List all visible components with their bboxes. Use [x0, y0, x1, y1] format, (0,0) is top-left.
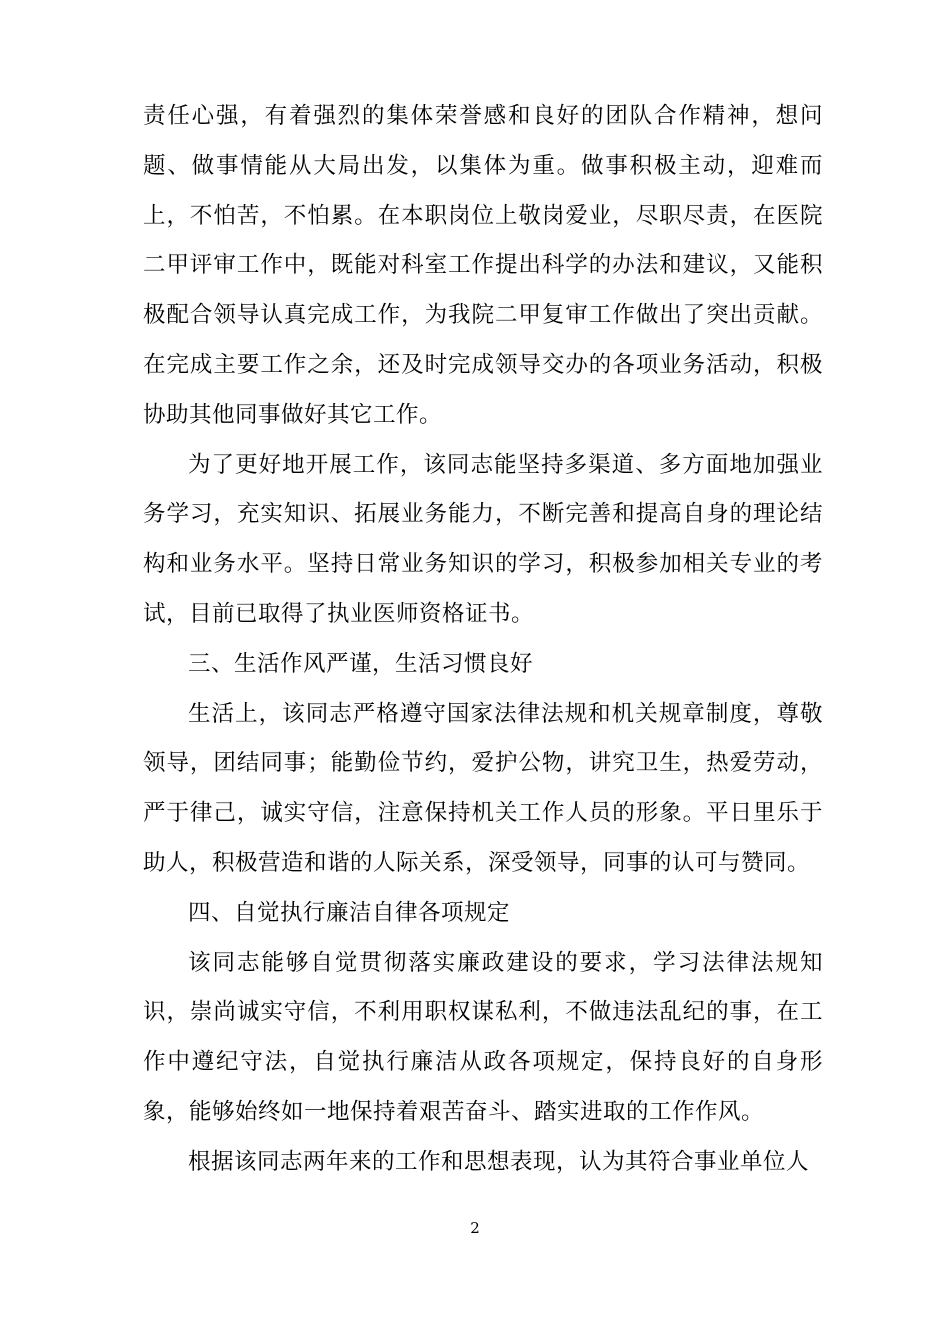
- paragraph-conclusion: 根据该同志两年来的工作和思想表现，认为其符合事业单位人: [188, 1148, 810, 1175]
- paragraph-integrity: 该同志能够自觉贯彻落实廉政建设的要求，学习法律法规知识，崇尚诚实守信，不利用职权谋私利，不做违法乱纪的事，在工作中遵纪守法，自觉执行廉洁从政各项规定，保持良好的自身形象，能够始终如一地保持着艰苦奋斗、踏实进取的工作作风。: [143, 949, 823, 1125]
- section-heading-integrity: 四、自觉执行廉洁自律各项规定: [188, 899, 511, 926]
- paragraph-continuation: 责任心强，有着强烈的集体荣誉感和良好的团队合作精神，想问题、做事情能从大局出发，以集体为重。做事积极主动，迎难而上，不怕苦，不怕累。在本职岗位上敬岗爱业，尽职尽责，在医院二甲评审工作中，既能对科室工作提出科学的办法和建议，又能积极配合领导认真完成工作，为我院二甲复审工作做出了突出贡献。在完成主要工作之余，还及时完成领导交办的各项业务活动，积极协助其他同事做好其它工作。: [143, 103, 823, 428]
- page-number: 2: [470, 1219, 480, 1237]
- paragraph-study: 为了更好地开展工作，该同志能坚持多渠道、多方面地加强业务学习，充实知识、拓展业务能力，不断完善和提高自身的理论结构和业务水平。坚持日常业务知识的学习，积极参加相关专业的考试，目前已取得了执业医师资格证书。: [143, 451, 823, 627]
- document-body: [143, 92, 823, 1188]
- paragraph-lifestyle: 生活上，该同志严格遵守国家法律法规和机关规章制度，尊敬领导，团结同事；能勤俭节约，爱护公物，讲究卫生，热爱劳动，严于律己，诚实守信，注意保持机关工作人员的形象。平日里乐于助人，积极营造和谐的人际关系，深受领导，同事的认可与赞同。: [143, 700, 823, 876]
- section-heading-lifestyle: 三、生活作风严谨，生活习惯良好: [188, 650, 534, 677]
